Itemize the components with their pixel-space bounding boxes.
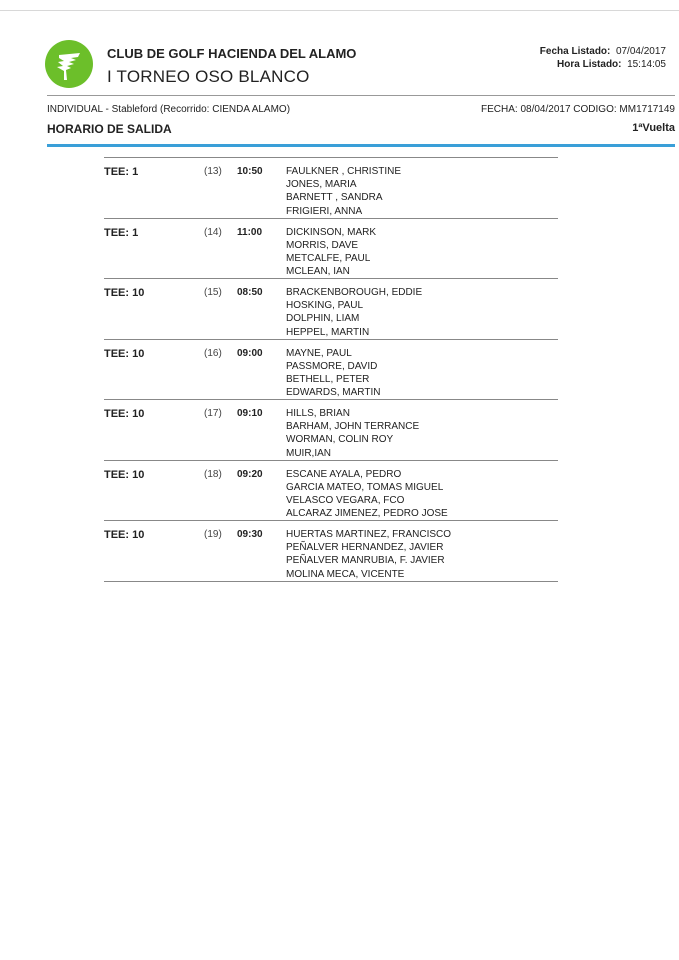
top-divider [0, 10, 679, 11]
tee-label: TEE: 10 [104, 408, 145, 420]
player-name: BARNETT , SANDRA [286, 192, 383, 204]
player-name: WORMAN, COLIN ROY [286, 434, 394, 446]
player-name: MAYNE, PAUL [286, 347, 352, 359]
start-time: 10:50 [237, 166, 263, 177]
group-number: (16) [204, 347, 222, 359]
player-name: BARHAM, JOHN TERRANCE [286, 421, 420, 433]
player-name: ALCARAZ JIMENEZ, PEDRO JOSE [286, 508, 448, 520]
player-list [286, 528, 451, 581]
player-name: JONES, MARIA [286, 179, 357, 191]
player-name: MCLEAN, IAN [286, 266, 350, 278]
group-number: (15) [204, 287, 222, 298]
player-name: DICKINSON, MARK [286, 226, 377, 238]
player-name: GARCIA MATEO, TOMAS MIGUEL [286, 481, 444, 493]
listing-meta [540, 45, 666, 71]
club-logo [45, 40, 93, 88]
start-time: 08:50 [237, 287, 263, 298]
player-name: MUIR,IAN [286, 447, 331, 459]
player-name: PASSMORE, DAVID [286, 360, 378, 372]
player-name: MORRIS, DAVE [286, 239, 359, 251]
tee-label: TEE: 1 [104, 226, 139, 239]
tournament-title: I TORNEO OSO BLANCO [107, 67, 310, 86]
tee-time-row [104, 158, 558, 219]
group-number: (19) [204, 529, 222, 540]
modality-info: INDIVIDUAL - Stableford (Recorrido: CIENDA ALAMO) [47, 104, 291, 115]
date-code-info: FECHA: 08/04/2017 CODIGO: MM1717149 [481, 104, 675, 115]
header-divider [47, 95, 675, 96]
player-list [286, 165, 401, 218]
player-name: FAULKNER , CHRISTINE [286, 166, 402, 177]
tee-time-row [104, 521, 558, 582]
tee-label: TEE: 10 [104, 529, 145, 541]
player-name: DOLPHIN, LIAM [286, 313, 360, 325]
group-number: (14) [204, 226, 222, 238]
group-number: (17) [204, 408, 222, 419]
player-name: PEÑALVER HERNANDEZ, JAVIER [286, 542, 444, 554]
player-name: HILLS, BRIAN [286, 408, 350, 419]
player-name: PEÑALVER MANRUBIA, F. JAVIER [286, 555, 445, 567]
group-number: (18) [204, 468, 222, 480]
player-name: EDWARDS, MARTIN [286, 387, 381, 399]
tee-label: TEE: 1 [104, 166, 139, 178]
group-number: (13) [204, 166, 222, 177]
club-name: CLUB DE GOLF HACIENDA DEL ALAMO [107, 46, 357, 61]
player-name: MOLINA MECA, VICENTE [286, 568, 405, 580]
player-name: BETHELL, PETER [286, 373, 370, 385]
tee-time-row [104, 219, 558, 280]
hora-listado-label: Hora Listado: [557, 59, 622, 70]
player-list [286, 407, 419, 460]
accent-divider [47, 144, 675, 147]
player-name: ESCANE AYALA, PEDRO [286, 468, 402, 480]
player-name: METCALFE, PAUL [286, 252, 371, 264]
fecha-listado-value: 07/04/2017 [615, 46, 666, 57]
start-time: 09:30 [237, 529, 263, 540]
player-list [286, 468, 448, 521]
tee-label: TEE: 10 [104, 287, 145, 299]
player-name: HOSKING, PAUL [286, 300, 364, 312]
start-time: 09:20 [237, 468, 263, 480]
player-name: HUERTAS MARTINEZ, FRANCISCO [286, 529, 452, 540]
tee-time-row [104, 279, 558, 340]
start-time: 09:00 [237, 347, 263, 359]
start-time: 11:00 [237, 226, 263, 238]
tee-time-row [104, 461, 558, 522]
start-time: 09:10 [237, 408, 263, 419]
tee-label: TEE: 10 [104, 468, 145, 481]
round-label: 1ªVuelta [632, 122, 675, 134]
tee-time-list [104, 158, 558, 582]
section-title: HORARIO DE SALIDA [47, 122, 172, 136]
tee-time-row [104, 340, 558, 401]
tee-label: TEE: 10 [104, 347, 145, 360]
player-list [286, 286, 422, 339]
player-name: FRIGIERI, ANNA [286, 205, 363, 217]
player-list [286, 226, 376, 279]
player-name: BRACKENBOROUGH, EDDIE [286, 287, 423, 298]
hora-listado-value: 15:14:05 [627, 59, 666, 70]
fecha-listado-label: Fecha Listado: [539, 46, 611, 57]
tee-time-row [104, 400, 558, 461]
player-list [286, 347, 380, 400]
player-name: VELASCO VEGARA, FCO [286, 494, 405, 506]
player-name: HEPPEL, MARTIN [286, 326, 370, 338]
